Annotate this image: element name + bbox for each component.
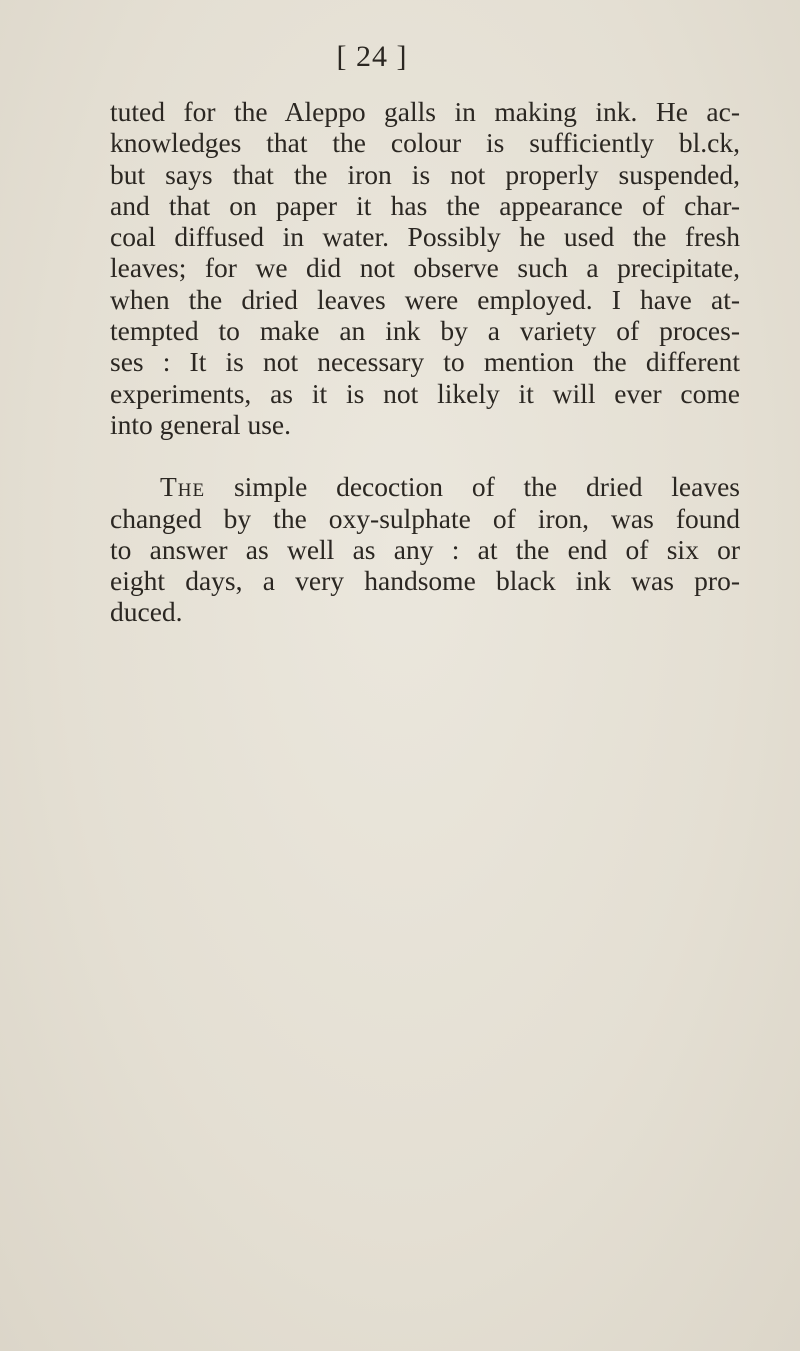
first-line-rest: simple decoction of the dried leaves bbox=[205, 471, 740, 503]
text-line: into general use. bbox=[110, 408, 291, 440]
lead-word: The bbox=[160, 471, 206, 503]
paragraph-2 bbox=[110, 471, 740, 627]
body-text bbox=[110, 96, 740, 628]
paragraph-gap bbox=[110, 440, 740, 471]
text-line: experiments, as it is not likely it will ever come bbox=[110, 377, 740, 409]
text-line: changed by the oxy-sulphate of iron, was found bbox=[110, 502, 740, 534]
text-line: knowledges that the colour is sufficiently bl.ck, bbox=[110, 127, 740, 159]
text-line: coal diffused in water. Possibly he used the fresh bbox=[110, 221, 740, 253]
text-line: but says that the iron is not properly suspended, bbox=[110, 158, 740, 190]
page-number: [ 24 ] bbox=[336, 40, 408, 73]
text-line: tuted for the Aleppo galls in making ink. He ac- bbox=[110, 96, 740, 127]
text-line: and that on paper it has the appearance of char- bbox=[110, 189, 740, 221]
text-line-first bbox=[110, 471, 740, 502]
text-line: when the dried leaves were employed. I have at- bbox=[110, 283, 740, 315]
text-line: tempted to make an ink by a variety of proces- bbox=[110, 315, 740, 347]
text-line: eight days, a very handsome black ink was pro- bbox=[110, 565, 740, 597]
text-line: to answer as well as any : at the end of six or bbox=[110, 533, 740, 565]
text-line: ses : It is not necessary to mention the different bbox=[110, 346, 740, 378]
text-line: duced. bbox=[110, 596, 183, 628]
paragraph-1 bbox=[110, 96, 740, 440]
text-line: leaves; for we did not observe such a precipitate, bbox=[110, 252, 740, 284]
